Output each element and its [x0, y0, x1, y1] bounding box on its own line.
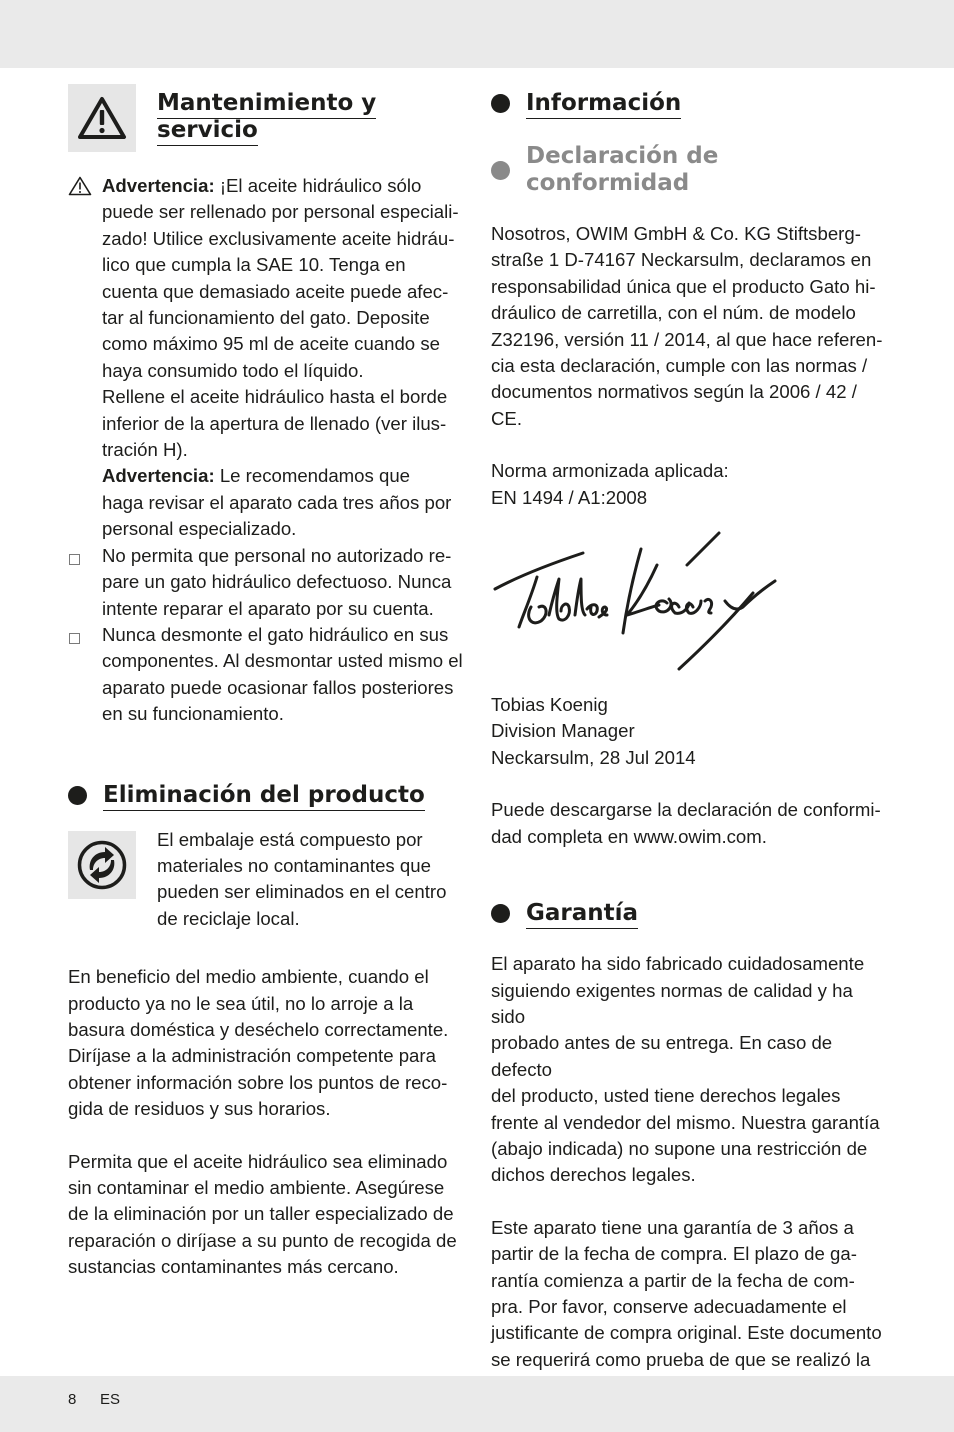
packaging-line: de reciclaje local.: [157, 907, 300, 929]
text-line: sin contaminar el medio ambiente. Asegúrese: [68, 1177, 445, 1198]
download-paragraph: [491, 797, 886, 850]
text-line: (abajo indicada) no supone una restricción de: [491, 1137, 868, 1159]
text-line: responsabilidad única que el producto Gato hi-: [491, 275, 876, 297]
text-line: Este aparato tiene una garantía de 3 años a: [491, 1216, 854, 1238]
warning-1-line: Rellene el aceite hidráulico hasta el borde: [102, 386, 448, 408]
warning-1-line: inferior de la apertura de llenado (ver ilus-: [102, 412, 447, 434]
signer-role: Division Manager: [491, 720, 635, 742]
packaging-block: [68, 828, 463, 933]
text-line: dichos derechos legales.: [491, 1164, 696, 1186]
text-line: straße 1 D-74167 Neckarsulm, declaramos en: [491, 249, 872, 271]
packaging-line: materiales no contaminantes que: [157, 854, 431, 876]
warning-1: [68, 173, 463, 463]
text-line: EN 1494 / A1:2008: [491, 486, 648, 508]
text-line: probado antes de su entrega. En caso de defecto: [491, 1032, 833, 1080]
text-line: pra. Por favor, conserve adecuadamente el: [491, 1295, 847, 1317]
text-line: del producto, usted tiene derechos legales: [491, 1085, 841, 1107]
disposal-heading: [68, 782, 463, 809]
bullet-2-line: aparato puede ocasionar fallos posteriores: [102, 676, 454, 698]
warning-1-line: haya consumido todo el líquido.: [102, 359, 364, 381]
warning-2-line: Le recomendamos que: [219, 465, 410, 487]
text-line: En beneficio del medio ambiente, cuando el: [68, 966, 429, 988]
packaging-line: pueden ser eliminados en el centro: [157, 881, 447, 903]
bullet-item: [68, 543, 463, 622]
text-line: reparación o diríjase a su punto de recogida de: [68, 1229, 457, 1251]
warning-1-line: tar al funcionamiento del gato. Deposite: [102, 307, 430, 329]
bullet-1-line: No permita que personal no autorizado re-: [102, 544, 452, 566]
bullet-item: [68, 622, 463, 728]
signer-name: Tobias Koenig: [491, 694, 608, 716]
bullet-2-line: Nunca desmonte el gato hidráulico en sus: [102, 623, 449, 645]
signer-place-date: Neckarsulm, 28 Jul 2014: [491, 746, 696, 768]
warning-box: [68, 84, 136, 152]
text-line: Puede descargarse la declaración de conformi-: [491, 799, 881, 821]
page-number: 8: [68, 1391, 77, 1408]
warning-1-line: puede ser rellenado por personal especiali-: [102, 201, 459, 223]
bullet-2-line: componentes. Al desmontar usted mismo el: [102, 650, 463, 672]
warning-1-label: Advertencia:: [102, 175, 215, 196]
warning-1-line: tración H).: [102, 439, 188, 461]
language-code: ES: [100, 1391, 121, 1408]
text-line: rantía comienza a partir de la fecha de com-: [491, 1269, 855, 1291]
maintenance-title-line2: servicio: [157, 117, 258, 146]
text-line: partir de la fecha de compra. El plazo de ga-: [491, 1243, 857, 1265]
warranty-heading: [491, 900, 886, 927]
text-line: documentos normativos según la 2006 / 42 / CE.: [491, 381, 857, 429]
text-line: Norma armonizada aplicada:: [491, 460, 729, 482]
square-bullet-icon: [69, 633, 80, 644]
right-column: [491, 84, 886, 1400]
bullet-dot-icon: [491, 94, 510, 113]
declaration-heading: [491, 143, 886, 197]
disposal-paragraph-2: [68, 1149, 463, 1281]
disposal-title: Eliminación del producto: [103, 782, 425, 811]
info-title: Información: [526, 90, 681, 119]
text-line: basura doméstica y deséchelo correctamente.: [68, 1018, 449, 1040]
declaration-title: Declaración de conformidad: [526, 143, 719, 196]
bullet-1-line: pare un gato hidráulico defectuoso. Nunca: [102, 571, 452, 593]
text-line: cia esta declaración, cumple con las normas /: [491, 355, 868, 377]
text-line: El aparato ha sido fabricado cuidadosamente: [491, 953, 865, 975]
maintenance-heading: [68, 84, 463, 152]
text-line: Z32196, versión 11 / 2014, al que hace referen-: [491, 328, 883, 350]
left-column: [68, 84, 463, 1281]
signer-block: [491, 692, 886, 771]
warranty-title: Garantía: [526, 900, 638, 929]
warranty-paragraph-2: [491, 1215, 886, 1400]
disposal-paragraph-1: [68, 964, 463, 1122]
maintenance-title: [157, 90, 376, 144]
warning-1-line: lico que cumpla la SAE 10. Tenga en: [102, 254, 406, 276]
text-line: sustancias contaminantes más cercano.: [68, 1256, 399, 1278]
text-line: justificante de compra original. Este documento: [491, 1322, 882, 1344]
text-line: frente al vendedor del mismo. Nuestra garantía: [491, 1111, 880, 1133]
warning-2-line: personal especializado.: [102, 518, 297, 540]
bullet-dot-icon: [68, 786, 87, 805]
top-bar: [0, 0, 954, 68]
warning-2-label: Advertencia:: [102, 465, 215, 487]
text-line: siguiendo exigentes normas de calidad y ha sido: [491, 979, 853, 1027]
text-line: gida de residuos y sus horarios.: [68, 1098, 331, 1120]
text-line: se requerirá como prueba de que se realizó la: [491, 1348, 871, 1370]
text-line: Permita que el aceite hidráulico sea eliminado: [68, 1150, 448, 1172]
warning-2-line: haga revisar el aparato cada tres años por: [102, 491, 452, 513]
square-bullet-icon: [69, 554, 80, 565]
text-line: de la eliminación por un taller especializado de: [68, 1203, 454, 1225]
warranty-paragraph-1: [491, 951, 886, 1189]
text-line: Diríjase a la administración competente para: [68, 1045, 436, 1067]
green-dot-recycle-icon: [77, 840, 127, 890]
declaration-paragraph: [491, 221, 886, 432]
packaging-line: El embalaje está compuesto por: [157, 828, 423, 850]
warning-1-line: zado! Utilice exclusivamente aceite hidráu-: [102, 227, 455, 249]
handwritten-signature: [491, 527, 791, 687]
bullet-2-line: en su funcionamiento.: [102, 703, 284, 725]
warning-1-line: ¡El aceite hidráulico sólo: [219, 175, 422, 196]
bullet-dot-icon: [491, 161, 510, 180]
bullet-1-line: intente reparar el aparato por su cuenta.: [102, 597, 434, 619]
text-line: dráulico de carretilla, con el núm. de modelo: [491, 302, 856, 324]
warning-2: [68, 463, 463, 542]
norm-paragraph: [491, 458, 886, 511]
recycle-box: [68, 831, 136, 899]
text-line: producto ya no le sea útil, no lo arroje a la: [68, 992, 414, 1014]
bullet-dot-icon: [491, 904, 510, 923]
text-line: obtener información sobre los puntos de reco-: [68, 1071, 448, 1093]
warning-triangle-icon: [77, 96, 127, 140]
bottom-bar: [0, 1376, 954, 1432]
warning-small-icon: [68, 176, 92, 196]
signature: [491, 527, 886, 692]
warning-1-line: cuenta que demasiado aceite puede afec-: [102, 280, 449, 302]
text-line: dad completa en www.owim.com.: [491, 825, 767, 847]
warning-1-line: como máximo 95 ml de aceite cuando se: [102, 333, 440, 355]
info-heading: [491, 90, 886, 117]
maintenance-title-line1: Mantenimiento y: [157, 90, 376, 119]
text-line: Nosotros, OWIM GmbH & Co. KG Stiftsberg-: [491, 223, 861, 244]
